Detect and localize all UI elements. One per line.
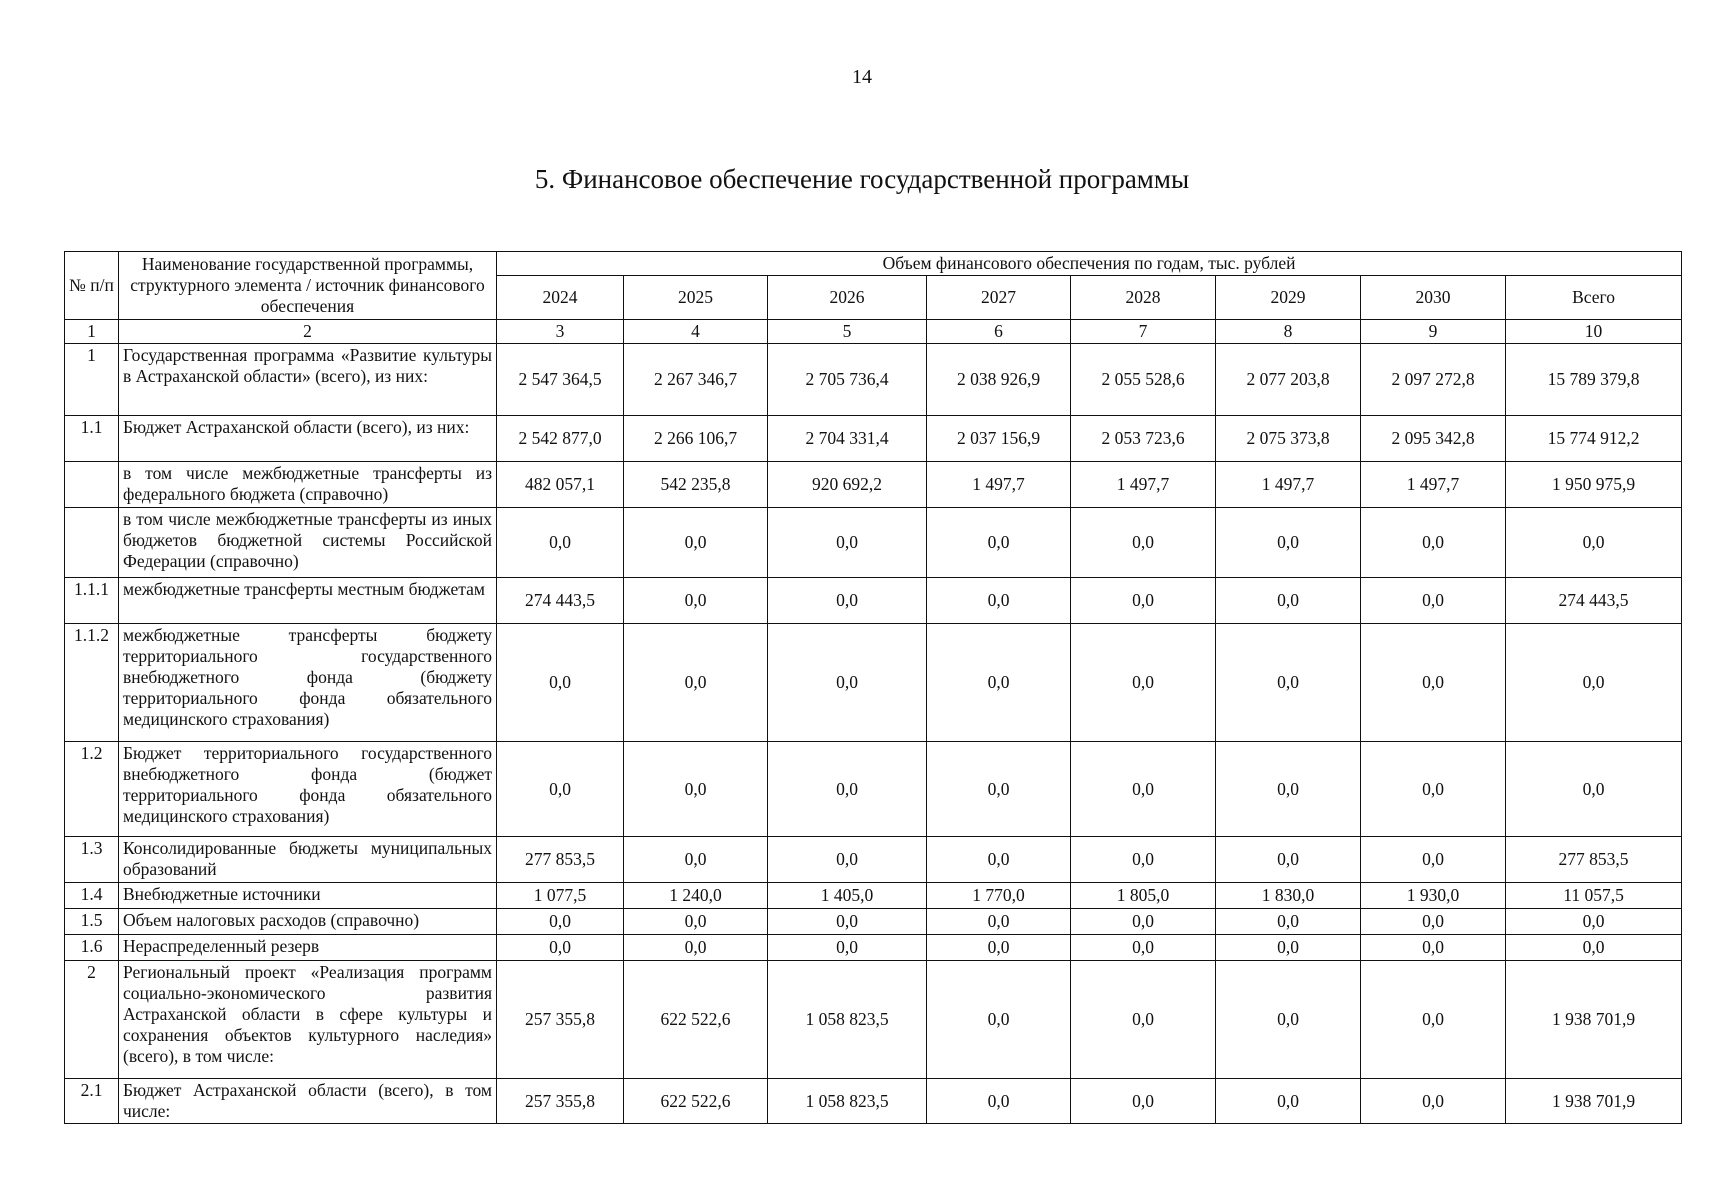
row-number: 1.1.1	[65, 578, 119, 624]
financing-table	[64, 251, 1682, 1124]
value-cell: 0,0	[1361, 837, 1506, 883]
total-cell: 1 950 975,9	[1506, 462, 1682, 508]
column-index: 10	[1506, 320, 1682, 344]
value-cell: 0,0	[1361, 961, 1506, 1079]
row-name: Бюджет Астраханской области (всего), из них:	[119, 416, 497, 462]
header-col-name: Наименование государственной программы, структурного элемента / источник финансового обеспечения	[119, 252, 497, 320]
row-name: Государственная программа «Развитие культуры в Астраханской области» (всего), из них:	[119, 344, 497, 416]
table-row	[65, 508, 1682, 578]
table-row	[65, 935, 1682, 961]
value-cell: 0,0	[1071, 961, 1216, 1079]
value-cell: 0,0	[1071, 935, 1216, 961]
value-cell: 1 770,0	[927, 883, 1071, 909]
page-number: 14	[852, 66, 872, 88]
value-cell: 0,0	[768, 909, 927, 935]
row-name: в том числе межбюджетные трансферты из иных бюджетов бюджетной системы Российской Федерации (справочно)	[119, 508, 497, 578]
value-cell: 0,0	[927, 837, 1071, 883]
header-year: 2026	[768, 276, 927, 320]
value-cell: 257 355,8	[497, 961, 624, 1079]
value-cell: 0,0	[1216, 1079, 1361, 1124]
value-cell: 482 057,1	[497, 462, 624, 508]
row-number: 1	[65, 344, 119, 416]
value-cell: 2 266 106,7	[624, 416, 768, 462]
value-cell: 0,0	[1216, 961, 1361, 1079]
table-row	[65, 416, 1682, 462]
value-cell: 0,0	[1361, 508, 1506, 578]
total-cell: 277 853,5	[1506, 837, 1682, 883]
value-cell: 0,0	[497, 909, 624, 935]
value-cell: 0,0	[1361, 935, 1506, 961]
row-number: 1.5	[65, 909, 119, 935]
row-number: 1.1	[65, 416, 119, 462]
value-cell: 0,0	[1071, 909, 1216, 935]
row-number: 2	[65, 961, 119, 1079]
header-col-num: № п/п	[65, 252, 119, 320]
value-cell: 257 355,8	[497, 1079, 624, 1124]
total-cell: 0,0	[1506, 508, 1682, 578]
total-cell: 15 789 379,8	[1506, 344, 1682, 416]
value-cell: 622 522,6	[624, 961, 768, 1079]
total-cell: 0,0	[1506, 935, 1682, 961]
value-cell: 622 522,6	[624, 1079, 768, 1124]
value-cell: 0,0	[1361, 909, 1506, 935]
value-cell: 0,0	[927, 1079, 1071, 1124]
table-row	[65, 1079, 1682, 1124]
value-cell: 0,0	[624, 578, 768, 624]
value-cell: 2 053 723,6	[1071, 416, 1216, 462]
header-year: 2030	[1361, 276, 1506, 320]
header-group: Объем финансового обеспечения по годам, тыс. рублей	[497, 252, 1682, 276]
value-cell: 1 497,7	[1361, 462, 1506, 508]
row-number: 1.3	[65, 837, 119, 883]
column-index: 1	[65, 320, 119, 344]
value-cell: 920 692,2	[768, 462, 927, 508]
total-cell: 11 057,5	[1506, 883, 1682, 909]
value-cell: 277 853,5	[497, 837, 624, 883]
value-cell: 0,0	[1071, 624, 1216, 742]
total-cell: 15 774 912,2	[1506, 416, 1682, 462]
value-cell: 0,0	[768, 837, 927, 883]
value-cell: 1 830,0	[1216, 883, 1361, 909]
row-number	[65, 462, 119, 508]
value-cell: 0,0	[1361, 624, 1506, 742]
row-name: Нераспределенный резерв	[119, 935, 497, 961]
row-name: Консолидированные бюджеты муниципальных образований	[119, 837, 497, 883]
value-cell: 0,0	[927, 624, 1071, 742]
value-cell: 2 704 331,4	[768, 416, 927, 462]
total-cell: 1 938 701,9	[1506, 961, 1682, 1079]
value-cell: 0,0	[927, 742, 1071, 837]
value-cell: 0,0	[927, 508, 1071, 578]
value-cell: 2 077 203,8	[1216, 344, 1361, 416]
table-row	[65, 961, 1682, 1079]
row-number: 2.1	[65, 1079, 119, 1124]
value-cell: 0,0	[497, 624, 624, 742]
value-cell: 1 805,0	[1071, 883, 1216, 909]
value-cell: 2 055 528,6	[1071, 344, 1216, 416]
value-cell: 0,0	[624, 624, 768, 742]
row-name: Бюджет территориального государственного внебюджетного фонда (бюджет территориального фонда обязательного медицинского страхования)	[119, 742, 497, 837]
value-cell: 0,0	[768, 508, 927, 578]
value-cell: 1 497,7	[1071, 462, 1216, 508]
table-row	[65, 344, 1682, 416]
total-cell: 1 938 701,9	[1506, 1079, 1682, 1124]
total-cell: 274 443,5	[1506, 578, 1682, 624]
column-index: 5	[768, 320, 927, 344]
value-cell: 0,0	[624, 508, 768, 578]
value-cell: 0,0	[1216, 837, 1361, 883]
row-name: межбюджетные трансферты бюджету территориального государственного внебюджетного фонда (бюджету территориального фонда обязательного медицинского страхования)	[119, 624, 497, 742]
value-cell: 0,0	[1216, 578, 1361, 624]
value-cell: 2 267 346,7	[624, 344, 768, 416]
value-cell: 0,0	[624, 935, 768, 961]
value-cell: 0,0	[1071, 508, 1216, 578]
value-cell: 0,0	[1216, 742, 1361, 837]
column-index: 8	[1216, 320, 1361, 344]
value-cell: 0,0	[1216, 508, 1361, 578]
value-cell: 0,0	[768, 578, 927, 624]
row-name: Объем налоговых расходов (справочно)	[119, 909, 497, 935]
column-index: 7	[1071, 320, 1216, 344]
value-cell: 2 095 342,8	[1361, 416, 1506, 462]
value-cell: 0,0	[497, 508, 624, 578]
value-cell: 2 547 364,5	[497, 344, 624, 416]
value-cell: 0,0	[768, 624, 927, 742]
table-row	[65, 909, 1682, 935]
value-cell: 2 097 272,8	[1361, 344, 1506, 416]
column-index: 4	[624, 320, 768, 344]
value-cell: 0,0	[1361, 742, 1506, 837]
page-title: 5. Финансовое обеспечение государственной программы	[534, 164, 1190, 194]
value-cell: 0,0	[1071, 578, 1216, 624]
row-name: Региональный проект «Реализация программ социально-экономического развития Астраханской области в сфере культуры и сохранения объектов культурного наследия» (всего), в том числе:	[119, 961, 497, 1079]
column-index: 9	[1361, 320, 1506, 344]
value-cell: 0,0	[1071, 837, 1216, 883]
row-name: Бюджет Астраханской области (всего), в том числе:	[119, 1079, 497, 1124]
value-cell: 2 037 156,9	[927, 416, 1071, 462]
row-number: 1.2	[65, 742, 119, 837]
column-index: 2	[119, 320, 497, 344]
value-cell: 1 405,0	[768, 883, 927, 909]
header-year: 2025	[624, 276, 768, 320]
value-cell: 2 075 373,8	[1216, 416, 1361, 462]
value-cell: 0,0	[1361, 1079, 1506, 1124]
value-cell: 0,0	[1071, 742, 1216, 837]
row-number	[65, 508, 119, 578]
value-cell: 1 058 823,5	[768, 961, 927, 1079]
value-cell: 542 235,8	[624, 462, 768, 508]
total-cell: 0,0	[1506, 909, 1682, 935]
value-cell: 0,0	[1216, 935, 1361, 961]
value-cell: 0,0	[927, 961, 1071, 1079]
value-cell: 0,0	[1216, 909, 1361, 935]
value-cell: 1 240,0	[624, 883, 768, 909]
value-cell: 0,0	[1361, 578, 1506, 624]
header-total: Всего	[1506, 276, 1682, 320]
value-cell: 0,0	[624, 909, 768, 935]
value-cell: 0,0	[497, 935, 624, 961]
value-cell: 0,0	[927, 909, 1071, 935]
value-cell: 0,0	[1216, 624, 1361, 742]
value-cell: 0,0	[624, 837, 768, 883]
value-cell: 0,0	[927, 578, 1071, 624]
value-cell: 0,0	[497, 742, 624, 837]
header-year: 2029	[1216, 276, 1361, 320]
value-cell: 0,0	[768, 935, 927, 961]
table-row	[65, 883, 1682, 909]
row-name: межбюджетные трансферты местным бюджетам	[119, 578, 497, 624]
table-row	[65, 462, 1682, 508]
table-row	[65, 624, 1682, 742]
total-cell: 0,0	[1506, 624, 1682, 742]
column-index: 3	[497, 320, 624, 344]
header-year: 2027	[927, 276, 1071, 320]
column-index: 6	[927, 320, 1071, 344]
header-year: 2024	[497, 276, 624, 320]
table-row	[65, 578, 1682, 624]
row-number: 1.4	[65, 883, 119, 909]
value-cell: 0,0	[768, 742, 927, 837]
row-number: 1.6	[65, 935, 119, 961]
value-cell: 1 497,7	[1216, 462, 1361, 508]
value-cell: 2 038 926,9	[927, 344, 1071, 416]
value-cell: 0,0	[624, 742, 768, 837]
value-cell: 2 542 877,0	[497, 416, 624, 462]
header-year: 2028	[1071, 276, 1216, 320]
table-row	[65, 742, 1682, 837]
value-cell: 274 443,5	[497, 578, 624, 624]
value-cell: 1 930,0	[1361, 883, 1506, 909]
value-cell: 1 058 823,5	[768, 1079, 927, 1124]
value-cell: 1 077,5	[497, 883, 624, 909]
value-cell: 0,0	[1071, 1079, 1216, 1124]
total-cell: 0,0	[1506, 742, 1682, 837]
table-row	[65, 837, 1682, 883]
value-cell: 0,0	[927, 935, 1071, 961]
column-index-row	[65, 320, 1682, 344]
value-cell: 2 705 736,4	[768, 344, 927, 416]
row-name: Внебюджетные источники	[119, 883, 497, 909]
row-number: 1.1.2	[65, 624, 119, 742]
value-cell: 1 497,7	[927, 462, 1071, 508]
row-name: в том числе межбюджетные трансферты из федерального бюджета (справочно)	[119, 462, 497, 508]
